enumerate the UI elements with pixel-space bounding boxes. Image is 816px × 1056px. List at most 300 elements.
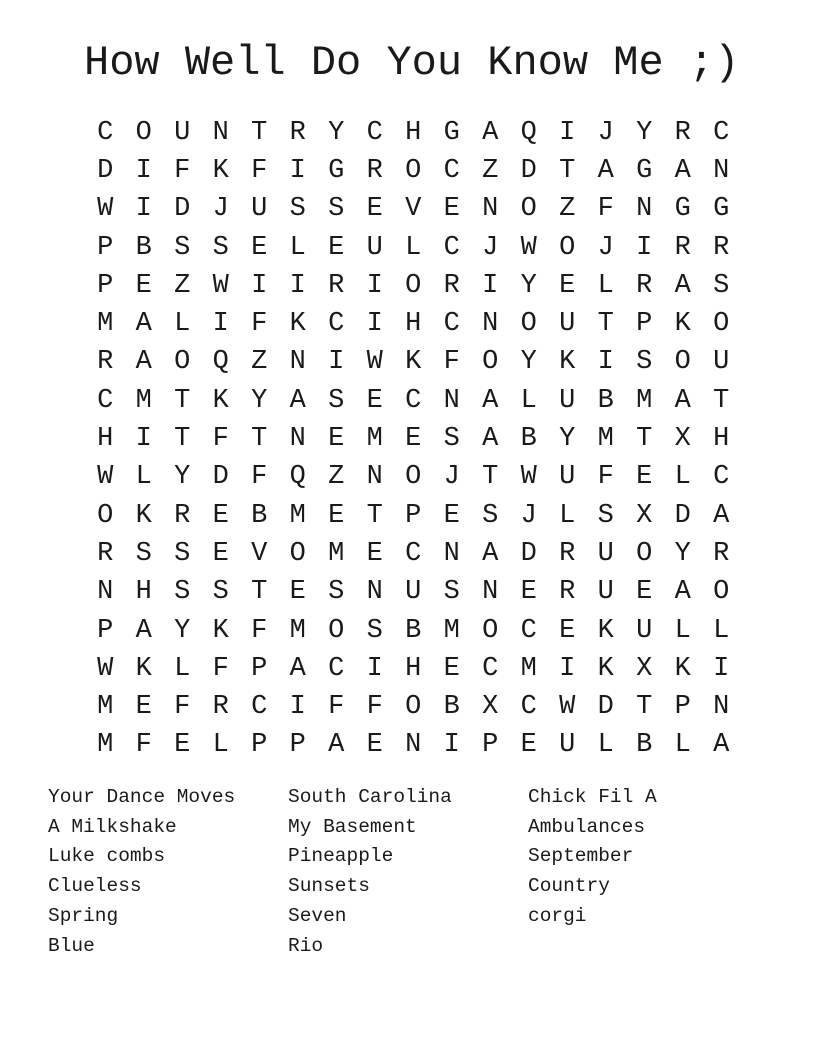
grid-letter: W bbox=[366, 347, 383, 378]
grid-letter: C bbox=[443, 155, 460, 186]
grid-letter: N bbox=[212, 117, 229, 148]
grid-letter: E bbox=[405, 424, 422, 455]
grid-letter: P bbox=[674, 692, 691, 723]
grid-letter: T bbox=[251, 577, 268, 608]
grid-letter: B bbox=[636, 730, 653, 761]
grid-letter: S bbox=[328, 194, 345, 225]
grid-letter: Y bbox=[328, 117, 345, 148]
grid-letter: M bbox=[636, 385, 653, 416]
grid-letter: U bbox=[559, 385, 576, 416]
grid-letter: U bbox=[174, 117, 191, 148]
grid-letter: O bbox=[674, 347, 691, 378]
grid-letter: M bbox=[366, 424, 383, 455]
grid-letter: O bbox=[520, 309, 537, 340]
word-list bbox=[48, 783, 768, 961]
grid-letter: I bbox=[366, 309, 383, 340]
word-list-item: Clueless bbox=[48, 875, 142, 898]
grid-letter: L bbox=[713, 615, 730, 646]
grid-letter: B bbox=[251, 500, 268, 531]
grid-letter: Z bbox=[482, 155, 499, 186]
grid-letter: M bbox=[97, 309, 114, 340]
grid-letter: G bbox=[713, 194, 730, 225]
grid-letter: Y bbox=[674, 538, 691, 569]
grid-letter: C bbox=[520, 615, 537, 646]
grid-letter: F bbox=[174, 692, 191, 723]
grid-letter: E bbox=[251, 232, 268, 263]
word-list-item: Chick Fil A bbox=[528, 786, 657, 808]
grid-letter: D bbox=[520, 155, 537, 186]
grid-letter: K bbox=[597, 653, 614, 684]
grid-letter: I bbox=[597, 347, 614, 378]
grid-letter: N bbox=[482, 194, 499, 225]
grid-letter: S bbox=[212, 577, 229, 608]
grid-letter: U bbox=[366, 232, 383, 263]
grid-letter: R bbox=[328, 270, 345, 301]
grid-letter: E bbox=[443, 653, 460, 684]
grid-letter: N bbox=[289, 424, 306, 455]
grid-letter: N bbox=[289, 347, 306, 378]
grid-letter: T bbox=[713, 385, 730, 416]
grid-letter: J bbox=[482, 232, 499, 263]
grid-letter: C bbox=[482, 653, 499, 684]
grid-letter: L bbox=[674, 730, 691, 761]
grid-letter: Z bbox=[328, 462, 345, 493]
grid-letter: M bbox=[443, 615, 460, 646]
grid-letter: N bbox=[405, 730, 422, 761]
grid-letter: L bbox=[597, 270, 614, 301]
grid-letter: O bbox=[559, 232, 576, 263]
grid-letter: S bbox=[174, 577, 191, 608]
grid-letter: W bbox=[97, 462, 114, 493]
grid-letter: R bbox=[674, 232, 691, 263]
grid-letter: E bbox=[366, 538, 383, 569]
grid-letter: R bbox=[289, 117, 306, 148]
grid-letter: U bbox=[597, 538, 614, 569]
grid-letter: O bbox=[482, 347, 499, 378]
grid-letter: J bbox=[520, 500, 537, 531]
grid-letter: E bbox=[366, 730, 383, 761]
grid-letter: S bbox=[328, 385, 345, 416]
grid-letter: Y bbox=[174, 462, 191, 493]
grid-letter: E bbox=[366, 385, 383, 416]
grid-letter: I bbox=[366, 270, 383, 301]
grid-letter: O bbox=[405, 270, 422, 301]
grid-letter: E bbox=[559, 270, 576, 301]
word-list-item: Your Dance Moves bbox=[48, 786, 236, 808]
grid-letter: I bbox=[328, 347, 345, 378]
grid-letter: J bbox=[212, 194, 229, 225]
grid-letter: S bbox=[174, 538, 191, 569]
word-list-item: Rio bbox=[288, 934, 324, 957]
grid-letter: I bbox=[135, 155, 152, 186]
grid-letter: N bbox=[636, 194, 653, 225]
grid-letter: A bbox=[482, 424, 499, 455]
grid-letter: B bbox=[135, 232, 152, 263]
grid-letter: Z bbox=[559, 194, 576, 225]
grid-letter: A bbox=[674, 577, 691, 608]
word-list-item: Spring bbox=[48, 904, 119, 927]
grid-letter: N bbox=[366, 577, 383, 608]
grid-letter: A bbox=[135, 615, 152, 646]
grid-letter: C bbox=[443, 309, 460, 340]
grid-letter: R bbox=[443, 270, 460, 301]
grid-letter: W bbox=[559, 692, 576, 723]
grid-letter: M bbox=[289, 615, 306, 646]
grid-letter: L bbox=[174, 653, 191, 684]
grid-letter: A bbox=[674, 155, 691, 186]
grid-letter: U bbox=[636, 615, 653, 646]
grid-letter: S bbox=[212, 232, 229, 263]
grid-letter: T bbox=[251, 424, 268, 455]
grid-letter: L bbox=[135, 462, 152, 493]
grid-letter: P bbox=[636, 309, 653, 340]
grid-letter: L bbox=[559, 500, 576, 531]
grid-letter: T bbox=[482, 462, 499, 493]
grid-letter: N bbox=[713, 692, 730, 723]
grid-letter: M bbox=[328, 538, 345, 569]
grid-letter: L bbox=[405, 232, 422, 263]
grid-letter: O bbox=[520, 194, 537, 225]
grid-letter: L bbox=[520, 385, 537, 416]
grid-letter: S bbox=[135, 538, 152, 569]
grid-letter: I bbox=[135, 194, 152, 225]
grid-letter: L bbox=[212, 730, 229, 761]
grid-letter: E bbox=[212, 500, 229, 531]
grid-letter: E bbox=[443, 500, 460, 531]
grid-letter: P bbox=[289, 730, 306, 761]
grid-letter: O bbox=[405, 155, 422, 186]
grid-letter: A bbox=[289, 385, 306, 416]
grid-letter: N bbox=[443, 385, 460, 416]
grid-letter: U bbox=[559, 462, 576, 493]
grid-letter: S bbox=[174, 232, 191, 263]
grid-letter: T bbox=[174, 424, 191, 455]
grid-letter: J bbox=[597, 117, 614, 148]
grid-letter: F bbox=[366, 692, 383, 723]
grid-letter: D bbox=[212, 462, 229, 493]
grid-letter: E bbox=[559, 615, 576, 646]
grid-letter: C bbox=[366, 117, 383, 148]
grid-letter: M bbox=[520, 653, 537, 684]
grid-letter: R bbox=[674, 117, 691, 148]
grid-letter: C bbox=[443, 232, 460, 263]
grid-letter: D bbox=[597, 692, 614, 723]
grid-letter: E bbox=[520, 730, 537, 761]
grid-letter: E bbox=[366, 194, 383, 225]
grid-letter: E bbox=[289, 577, 306, 608]
grid-letter: S bbox=[443, 577, 460, 608]
grid-letter: R bbox=[366, 155, 383, 186]
word-list-item: My Basement bbox=[288, 815, 417, 838]
grid-letter: O bbox=[135, 117, 152, 148]
grid-letter: A bbox=[713, 730, 730, 761]
grid-letter: X bbox=[674, 424, 691, 455]
grid-letter: F bbox=[251, 155, 268, 186]
grid-letter: S bbox=[597, 500, 614, 531]
grid-letter: A bbox=[713, 500, 730, 531]
grid-letter: Y bbox=[520, 270, 537, 301]
grid-letter: E bbox=[636, 462, 653, 493]
grid-letter: K bbox=[674, 309, 691, 340]
grid-letter: R bbox=[174, 500, 191, 531]
grid-letter: C bbox=[405, 385, 422, 416]
grid-letter: W bbox=[97, 653, 114, 684]
grid-letter: O bbox=[328, 615, 345, 646]
grid-letter: I bbox=[559, 653, 576, 684]
grid-letter: I bbox=[636, 232, 653, 263]
grid-letter: Y bbox=[520, 347, 537, 378]
grid-letter: G bbox=[636, 155, 653, 186]
grid-letter: I bbox=[289, 692, 306, 723]
grid-letter: U bbox=[559, 309, 576, 340]
grid-letter: R bbox=[559, 577, 576, 608]
grid-letter: F bbox=[212, 653, 229, 684]
grid-letter: O bbox=[97, 500, 114, 531]
grid-letter: I bbox=[443, 730, 460, 761]
grid-letter: B bbox=[443, 692, 460, 723]
grid-letter: S bbox=[328, 577, 345, 608]
grid-letter: K bbox=[212, 155, 229, 186]
grid-letter: R bbox=[636, 270, 653, 301]
grid-letter: F bbox=[443, 347, 460, 378]
grid-letter: F bbox=[174, 155, 191, 186]
grid-letter: H bbox=[135, 577, 152, 608]
grid-letter: E bbox=[135, 692, 152, 723]
grid-letter: K bbox=[559, 347, 576, 378]
grid-letter: H bbox=[405, 653, 422, 684]
grid-letter: P bbox=[97, 270, 114, 301]
grid-letter: P bbox=[251, 730, 268, 761]
grid-letter: R bbox=[97, 347, 114, 378]
grid-letter: V bbox=[251, 538, 268, 569]
grid-letter: U bbox=[251, 194, 268, 225]
word-list-item: Ambulances bbox=[528, 815, 646, 838]
grid-letter: K bbox=[289, 309, 306, 340]
grid-letter: E bbox=[174, 730, 191, 761]
grid-letter: W bbox=[97, 194, 114, 225]
grid-letter: A bbox=[674, 385, 691, 416]
grid-letter: A bbox=[597, 155, 614, 186]
grid-letter: U bbox=[713, 347, 730, 378]
grid-letter: F bbox=[135, 730, 152, 761]
grid-letter: S bbox=[636, 347, 653, 378]
grid-letter: O bbox=[405, 692, 422, 723]
grid-letter: X bbox=[636, 500, 653, 531]
grid-letter: T bbox=[636, 424, 653, 455]
grid-letter: H bbox=[405, 309, 422, 340]
grid-letter: R bbox=[559, 538, 576, 569]
grid-letter: A bbox=[482, 385, 499, 416]
grid-letter: P bbox=[97, 615, 114, 646]
grid-letter: H bbox=[713, 424, 730, 455]
grid-letter: E bbox=[212, 538, 229, 569]
grid-letter: F bbox=[597, 194, 614, 225]
grid-letter: N bbox=[713, 155, 730, 186]
grid-letter: T bbox=[174, 385, 191, 416]
grid-letter: R bbox=[212, 692, 229, 723]
grid-letter: U bbox=[597, 577, 614, 608]
grid-letter: E bbox=[328, 424, 345, 455]
grid-letter: N bbox=[482, 577, 499, 608]
word-list-item: South Carolina bbox=[288, 786, 452, 808]
grid-letter: O bbox=[174, 347, 191, 378]
grid-letter: W bbox=[520, 462, 537, 493]
grid-letter: T bbox=[636, 692, 653, 723]
grid-letter: T bbox=[366, 500, 383, 531]
grid-letter: U bbox=[405, 577, 422, 608]
grid-letter: L bbox=[289, 232, 306, 263]
grid-letter: K bbox=[212, 615, 229, 646]
grid-letter: F bbox=[251, 462, 268, 493]
grid-letter: M bbox=[289, 500, 306, 531]
word-list-item: September bbox=[528, 845, 634, 868]
grid-letter: N bbox=[366, 462, 383, 493]
grid-letter: I bbox=[559, 117, 576, 148]
grid-letter: E bbox=[328, 500, 345, 531]
grid-letter: P bbox=[97, 232, 114, 263]
grid-letter: R bbox=[713, 232, 730, 263]
grid-letter: E bbox=[443, 194, 460, 225]
grid-letter: E bbox=[135, 270, 152, 301]
word-list-item: Luke combs bbox=[48, 845, 166, 868]
grid-letter: A bbox=[289, 653, 306, 684]
grid-letter: S bbox=[289, 194, 306, 225]
grid-letter: A bbox=[135, 309, 152, 340]
word-list-item: Pineapple bbox=[288, 845, 394, 868]
grid-letter: C bbox=[328, 653, 345, 684]
grid-letter: K bbox=[674, 653, 691, 684]
grid-letter: C bbox=[405, 538, 422, 569]
grid-letter: O bbox=[482, 615, 499, 646]
word-list-column-3 bbox=[528, 783, 768, 961]
grid-letter: F bbox=[328, 692, 345, 723]
grid-letter: C bbox=[520, 692, 537, 723]
grid-letter: H bbox=[405, 117, 422, 148]
grid-letter: D bbox=[520, 538, 537, 569]
grid-letter: I bbox=[366, 653, 383, 684]
grid-letter: Q bbox=[520, 117, 537, 148]
grid-letter: T bbox=[597, 309, 614, 340]
page-title: How Well Do You Know Me ;) bbox=[84, 39, 740, 87]
grid-letter: C bbox=[328, 309, 345, 340]
grid-letter: K bbox=[135, 653, 152, 684]
grid-letter: P bbox=[251, 653, 268, 684]
grid-letter: F bbox=[597, 462, 614, 493]
grid-letter: D bbox=[674, 500, 691, 531]
grid-letter: S bbox=[482, 500, 499, 531]
grid-letter: B bbox=[520, 424, 537, 455]
grid-letter: T bbox=[559, 155, 576, 186]
grid-letter: I bbox=[135, 424, 152, 455]
grid-letter: C bbox=[713, 462, 730, 493]
grid-letter: O bbox=[405, 462, 422, 493]
grid-letter: F bbox=[251, 615, 268, 646]
grid-letter: C bbox=[713, 117, 730, 148]
grid-letter: Q bbox=[212, 347, 229, 378]
grid-letter: I bbox=[482, 270, 499, 301]
grid-letter: E bbox=[520, 577, 537, 608]
grid-letter: Z bbox=[251, 347, 268, 378]
grid-letter: I bbox=[212, 309, 229, 340]
word-list-item: Seven bbox=[288, 904, 347, 927]
grid-letter: L bbox=[174, 309, 191, 340]
grid-letter: C bbox=[97, 385, 114, 416]
grid-letter: Y bbox=[636, 117, 653, 148]
grid-letter: D bbox=[174, 194, 191, 225]
grid-letter: L bbox=[674, 462, 691, 493]
grid-letter: O bbox=[636, 538, 653, 569]
grid-letter: C bbox=[97, 117, 114, 148]
grid-letter: R bbox=[97, 538, 114, 569]
grid-letter: S bbox=[713, 270, 730, 301]
grid-letter: N bbox=[443, 538, 460, 569]
grid-letter: O bbox=[713, 309, 730, 340]
grid-letter: Q bbox=[289, 462, 306, 493]
grid-letter: X bbox=[482, 692, 499, 723]
grid-letter: X bbox=[636, 653, 653, 684]
grid-letter: O bbox=[289, 538, 306, 569]
word-list-item: Blue bbox=[48, 934, 95, 957]
grid-letter: Z bbox=[174, 270, 191, 301]
grid-letter: U bbox=[559, 730, 576, 761]
grid-letter: P bbox=[405, 500, 422, 531]
grid-letter: S bbox=[366, 615, 383, 646]
word-list-item: corgi bbox=[528, 904, 587, 927]
grid-letter: K bbox=[212, 385, 229, 416]
word-list-column-1 bbox=[48, 783, 288, 961]
grid-letter: W bbox=[212, 270, 229, 301]
grid-letter: F bbox=[251, 309, 268, 340]
word-list-item: Country bbox=[528, 875, 610, 898]
grid-letter: G bbox=[328, 155, 345, 186]
grid-letter: H bbox=[97, 424, 114, 455]
grid-letter: G bbox=[443, 117, 460, 148]
grid-letter: P bbox=[482, 730, 499, 761]
word-list-item: A Milkshake bbox=[48, 815, 177, 838]
grid-letter: N bbox=[482, 309, 499, 340]
grid-letter: A bbox=[674, 270, 691, 301]
grid-letter: W bbox=[520, 232, 537, 263]
grid-letter: J bbox=[597, 232, 614, 263]
grid-letter: A bbox=[328, 730, 345, 761]
grid-letter: F bbox=[212, 424, 229, 455]
grid-letter: B bbox=[597, 385, 614, 416]
grid-letter: M bbox=[597, 424, 614, 455]
word-list-item: Sunsets bbox=[288, 875, 370, 898]
grid-letter: I bbox=[251, 270, 268, 301]
letter-grid bbox=[86, 114, 741, 765]
grid-letter: A bbox=[135, 347, 152, 378]
grid-letter: L bbox=[597, 730, 614, 761]
grid-letter: K bbox=[597, 615, 614, 646]
grid-letter: J bbox=[443, 462, 460, 493]
grid-letter: M bbox=[97, 730, 114, 761]
grid-letter: G bbox=[674, 194, 691, 225]
grid-letter: E bbox=[636, 577, 653, 608]
grid-letter: M bbox=[135, 385, 152, 416]
grid-letter: A bbox=[482, 538, 499, 569]
grid-letter: M bbox=[97, 692, 114, 723]
grid-letter: K bbox=[405, 347, 422, 378]
grid-letter: I bbox=[713, 653, 730, 684]
grid-letter: D bbox=[97, 155, 114, 186]
grid-letter: L bbox=[674, 615, 691, 646]
grid-letter: V bbox=[405, 194, 422, 225]
grid-letter: C bbox=[251, 692, 268, 723]
grid-letter: Y bbox=[251, 385, 268, 416]
grid-letter: T bbox=[251, 117, 268, 148]
grid-letter: I bbox=[289, 270, 306, 301]
